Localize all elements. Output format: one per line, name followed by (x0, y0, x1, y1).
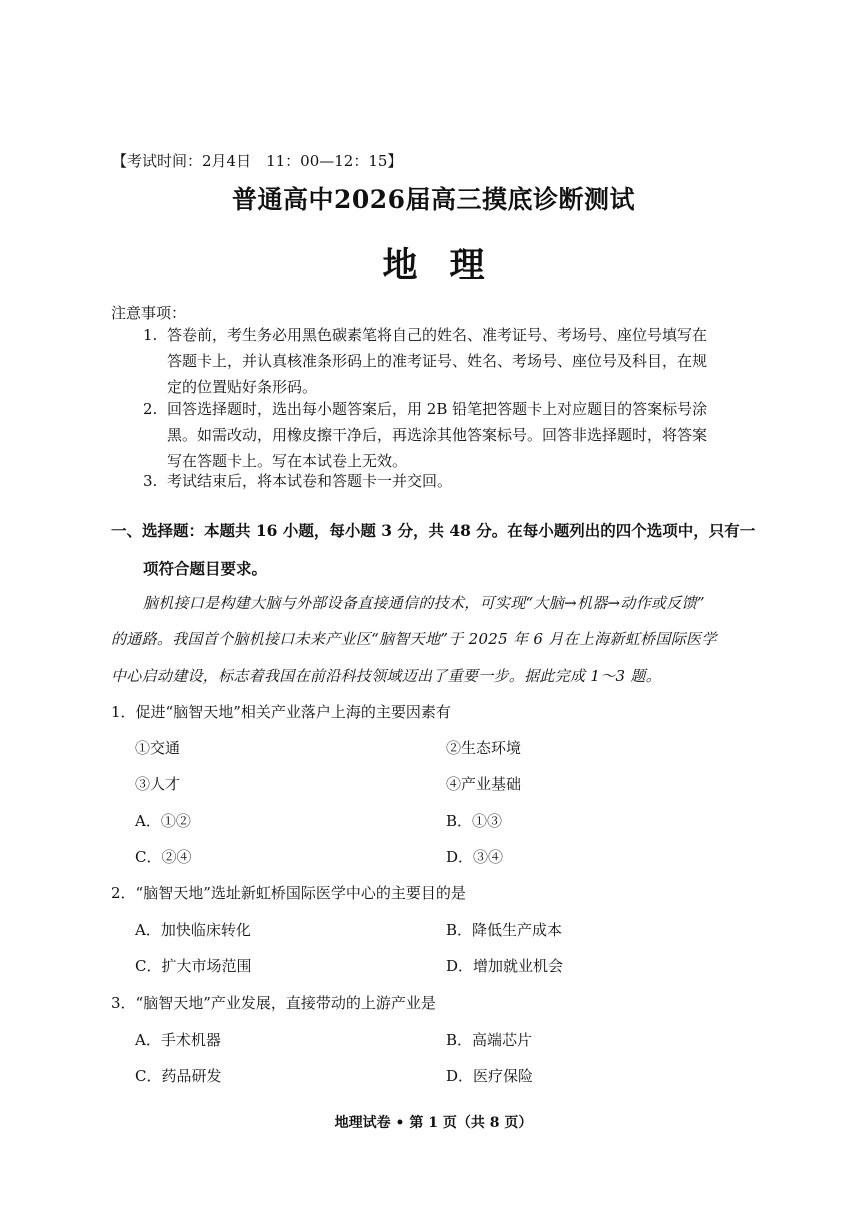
question-2-stem: 2．“脑智天地”选址新虹桥国际医学中心的主要目的是 (111, 884, 466, 902)
question-3-option-b: B．高端芯片 (446, 1031, 533, 1049)
question-1-item: ④产业基础 (446, 775, 522, 793)
note-item-2 (143, 396, 707, 474)
note-line: 写在答题卡上。写在本试卷上无效。 (167, 452, 408, 470)
note-line: 定的位置贴好条形码。 (167, 378, 318, 396)
question-1-item: ①交通 (135, 739, 181, 757)
question-1-option-a: A．①② (135, 812, 191, 830)
subject-title (0, 238, 867, 288)
note-line: 黑。如需改动，用橡皮擦干净后，再选涂其他答案标号。回答非选择题时，将答案 (167, 426, 708, 444)
note-line: 答卷前，考生务必用黑色碳素笔将自己的姓名、准考证号、考场号、座位号填写在 (167, 326, 708, 344)
question-3-option-c: C．药品研发 (135, 1067, 222, 1085)
notes-title: 注意事项： (111, 304, 187, 322)
question-2-option-b: B．降低生产成本 (446, 921, 563, 939)
note-line: 答题卡上，并认真核准条形码上的准考证号、姓名、考场号、座位号及科目，在规 (167, 352, 708, 370)
question-2-option-a: A．加快临床转化 (135, 921, 251, 939)
passage-line: 的通路。我国首个脑机接口未来产业区“脑智天地”于 2025 年 6 月在上海新虹桥国际医学 (111, 630, 717, 648)
page-footer: 地理试卷 • 第 1 页（共 8 页） (334, 1115, 533, 1131)
note-number: 3. (143, 472, 158, 490)
question-1-item: ③人才 (135, 775, 181, 793)
note-item-3 (143, 468, 452, 494)
question-3-option-a: A．手术机器 (135, 1031, 221, 1049)
exam-time: 【考试时间：2月4日 11：00—12：15】 (112, 152, 403, 170)
section-heading-cont: 项符合题目要求。 (143, 559, 268, 578)
note-line: 回答选择题时，选出每小题答案后，用 2B 铅笔把答题卡上对应题目的答案标号涂 (167, 400, 708, 418)
subject-char: 地 (382, 245, 418, 286)
exam-title: 普通高中2026届高三摸底诊断测试 (231, 185, 636, 214)
passage-line: 中心启动建设，标志着我国在前沿科技领域迈出了重要一步。据此完成 1～3 题。 (111, 667, 662, 685)
section-heading: 一、选择题：本题共 16 小题，每小题 3 分，共 48 分。在每小题列出的四个选项中，只有一 (111, 521, 756, 540)
question-3-stem: 3．“脑智天地”产业发展，直接带动的上游产业是 (111, 994, 436, 1012)
question-1-option-d: D．③④ (446, 848, 504, 866)
note-item-1 (143, 322, 707, 400)
question-2-option-d: D．增加就业机会 (446, 957, 564, 975)
note-line: 考试结束后，将本试卷和答题卡一并交回。 (167, 472, 453, 490)
passage-line: 脑机接口是构建大脑与外部设备直接通信的技术，可实现“大脑→机器→动作或反馈” (143, 594, 705, 612)
subject-char: 理 (449, 245, 485, 286)
note-number: 1. (143, 326, 158, 344)
question-1-item: ②生态环境 (446, 739, 522, 757)
question-1-option-c: C．②④ (135, 848, 192, 866)
question-1-stem: 1．促进“脑智天地”相关产业落户上海的主要因素有 (111, 703, 451, 721)
question-3-option-d: D．医疗保险 (446, 1067, 534, 1085)
note-number: 2. (143, 400, 158, 418)
question-2-option-c: C．扩大市场范围 (135, 957, 252, 975)
question-1-option-b: B．①③ (446, 812, 503, 830)
